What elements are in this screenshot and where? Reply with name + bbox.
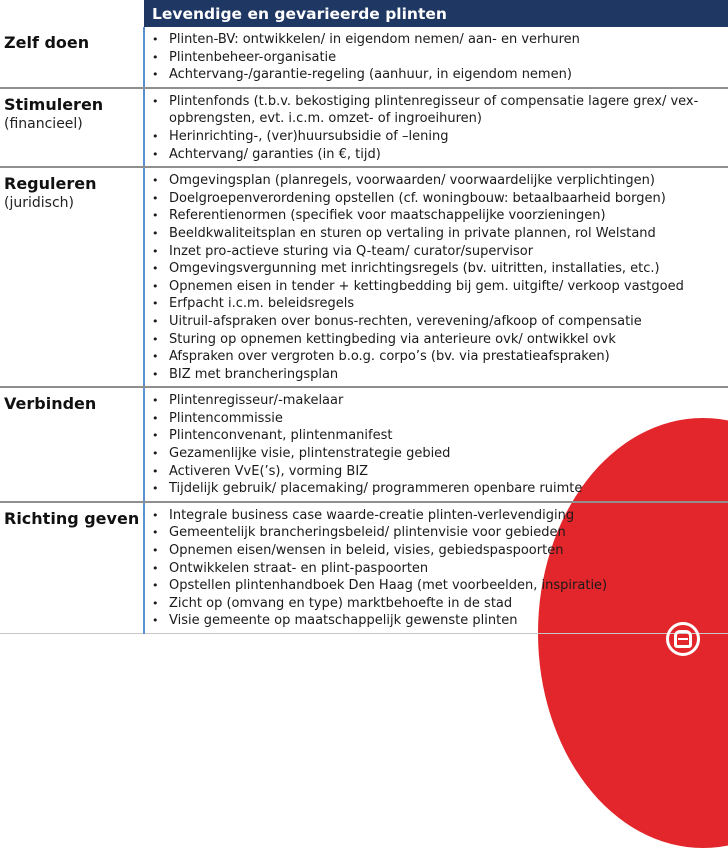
list-item — [149, 225, 724, 243]
list-item — [149, 146, 724, 164]
list-item — [149, 445, 724, 463]
list-item — [149, 31, 724, 49]
bullet-icon: • — [152, 579, 159, 593]
section-items-cell — [144, 167, 728, 387]
bullet-list — [149, 507, 724, 630]
section-title: Reguleren — [4, 174, 97, 194]
bullet-icon: • — [152, 94, 159, 108]
list-item-text: Beeldkwaliteitsplan en sturen op vertaling in private plannen, rol Welstand — [169, 225, 656, 241]
list-item — [149, 295, 724, 313]
bullet-icon: • — [152, 33, 159, 46]
list-item-text: Inzet pro-actieve sturing via Q-team/ curator/supervisor — [169, 243, 534, 259]
list-item-text: Omgevingsvergunning met inrichtingsregels (bv. uitritten, installaties, etc.) — [169, 261, 660, 277]
list-item-text: Opnemen eisen in tender + kettingbedding bij gem. uitgifte/ verkoop vastgoed — [169, 278, 684, 294]
bullet-icon: • — [152, 544, 159, 558]
bullet-icon: • — [152, 209, 159, 223]
list-item — [149, 331, 724, 349]
bullet-icon: • — [152, 314, 159, 328]
section-label-cell — [0, 502, 144, 634]
table-row — [0, 27, 728, 88]
bullet-icon: • — [152, 226, 159, 240]
list-item-text: Gezamenlijke visie, plintenstrategie gebied — [169, 446, 451, 462]
list-item-text: Afspraken over vergroten b.o.g. corpo’s (bv. via prestatieafspraken) — [169, 349, 610, 365]
bullet-icon: • — [152, 561, 159, 575]
section-label-cell — [0, 27, 144, 88]
list-item-text: Erfpacht i.c.m. beleidsregels — [169, 296, 355, 312]
bullet-icon: • — [152, 596, 159, 610]
brand-logo-icon — [666, 622, 700, 656]
bullet-icon: • — [152, 394, 159, 408]
bullet-icon: • — [152, 50, 159, 64]
bullet-icon: • — [152, 174, 159, 188]
bullet-icon: • — [152, 332, 159, 346]
list-item — [149, 595, 724, 613]
section-items-cell — [144, 502, 728, 634]
bullet-icon: • — [152, 482, 159, 496]
section-title: Stimuleren — [4, 94, 104, 114]
list-item-text: Plinten-BV: ontwikkelen/ in eigendom nemen/ aan- en verhuren — [169, 32, 580, 47]
list-item-text: Integrale business case waarde-creatie plinten-verlevendiging — [169, 507, 575, 523]
list-item — [149, 392, 724, 410]
section-items-cell — [144, 27, 728, 88]
table-title: Levendige en gevarieerde plinten — [144, 0, 728, 27]
section-label-cell — [0, 167, 144, 387]
list-item-text: Sturing op opnemen kettingbeding via anterieure ovk/ ontwikkel ovk — [169, 331, 616, 347]
list-item — [149, 427, 724, 445]
table-header-row — [0, 0, 728, 27]
list-item-text: Achtervang-/garantie-regeling (aanhuur, in eigendom nemen) — [169, 67, 572, 83]
section-subtitle: (financieel) — [4, 115, 83, 132]
section-label-cell — [0, 88, 144, 167]
bullet-icon: • — [152, 508, 159, 522]
bullet-icon: • — [152, 279, 159, 293]
bullet-icon: • — [152, 244, 159, 258]
list-item — [149, 560, 724, 578]
bullet-icon: • — [152, 411, 159, 425]
header-empty-cell — [0, 0, 144, 27]
section-label-cell — [0, 387, 144, 502]
list-item — [149, 507, 724, 525]
bullet-icon: • — [152, 68, 159, 82]
list-item-text: Herinrichting-, (ver)huursubsidie of –lening — [169, 128, 449, 144]
section-subtitle: (juridisch) — [4, 195, 74, 212]
bullet-list — [149, 172, 724, 383]
list-item-text: Opnemen eisen/wensen in beleid, visies, gebiedspaspoorten — [169, 543, 564, 559]
bullet-icon: • — [152, 526, 159, 540]
list-item — [149, 93, 724, 128]
table-row — [0, 167, 728, 387]
bullet-icon: • — [152, 297, 159, 311]
list-item — [149, 190, 724, 208]
list-item-text: Referentienormen (specifiek voor maatschappelijke voorzieningen) — [169, 208, 606, 224]
list-item-text: Doelgroepenverordening opstellen (cf. woningbouw: betaalbaarheid borgen) — [169, 190, 666, 206]
bullet-list — [149, 93, 724, 163]
section-title: Zelf doen — [4, 33, 90, 52]
list-item-text: Tijdelijk gebruik/ placemaking/ programmeren openbare ruimte — [169, 481, 583, 497]
list-item-text: Opstellen plintenhandboek Den Haag (met voorbeelden, inspiratie) — [169, 578, 608, 594]
bullet-icon: • — [152, 367, 159, 381]
list-item-text: Zicht op (omvang en type) marktbehoefte in de stad — [169, 595, 513, 611]
list-item — [149, 172, 724, 190]
list-item-text: Plintencommissie — [169, 410, 283, 426]
list-item-text: Plintenfonds (t.b.v. bekostiging plintenregisseur of compensatie lagere grex/ vex-opbrengsten, evt. i.c.m. omzet- of ingroeihuren) — [169, 93, 699, 127]
bullet-icon: • — [152, 447, 159, 461]
section-title: Verbinden — [4, 394, 97, 414]
list-item — [149, 66, 724, 84]
section-title: Richting geven — [4, 508, 140, 528]
list-item-text: Plintenconvenant, plintenmanifest — [169, 428, 393, 444]
list-item-text: Omgevingsplan (planregels, voorwaarden/ voorwaardelijke verplichtingen) — [169, 173, 655, 189]
bullet-icon: • — [152, 129, 159, 143]
bullet-icon: • — [152, 350, 159, 364]
list-item-text: Gemeentelijk brancheringsbeleid/ plintenvisie voor gebieden — [169, 525, 566, 541]
table-row — [0, 88, 728, 167]
list-item-text: Achtervang/ garanties (in €, tijd) — [169, 146, 381, 162]
bullet-list — [149, 392, 724, 498]
list-item — [149, 612, 724, 630]
bullet-icon: • — [152, 191, 159, 205]
list-item — [149, 348, 724, 366]
list-item — [149, 463, 724, 481]
list-item — [149, 260, 724, 278]
list-item-text: Plintenbeheer-organisatie — [169, 49, 337, 65]
bullet-icon: • — [152, 262, 159, 276]
table-row — [0, 502, 728, 634]
bullet-icon: • — [152, 429, 159, 443]
list-item — [149, 128, 724, 146]
bullet-icon: • — [152, 147, 159, 161]
list-item-text: Plintenregisseur/-makelaar — [169, 393, 344, 409]
list-item — [149, 49, 724, 67]
list-item — [149, 243, 724, 261]
list-item — [149, 480, 724, 498]
section-items-cell — [144, 88, 728, 167]
list-item — [149, 524, 724, 542]
list-item-text: Activeren VvE(’s), vorming BIZ — [169, 463, 369, 479]
table-row — [0, 387, 728, 502]
list-item — [149, 542, 724, 560]
list-item-text: Uitruil-afspraken over bonus-rechten, verevening/afkoop of compensatie — [169, 313, 642, 329]
bullet-list — [149, 31, 724, 84]
list-item — [149, 313, 724, 331]
list-item-text: Ontwikkelen straat- en plint-paspoorten — [169, 560, 429, 576]
list-item — [149, 366, 724, 384]
list-item — [149, 410, 724, 428]
list-item — [149, 278, 724, 296]
bullet-icon: • — [152, 614, 159, 628]
list-item — [149, 207, 724, 225]
list-item-text: Visie gemeente op maatschappelijk gewenste plinten — [169, 613, 518, 629]
list-item-text: BIZ met brancheringsplan — [169, 366, 339, 382]
list-item — [149, 577, 724, 595]
bullet-icon: • — [152, 464, 159, 478]
section-items-cell — [144, 387, 728, 502]
